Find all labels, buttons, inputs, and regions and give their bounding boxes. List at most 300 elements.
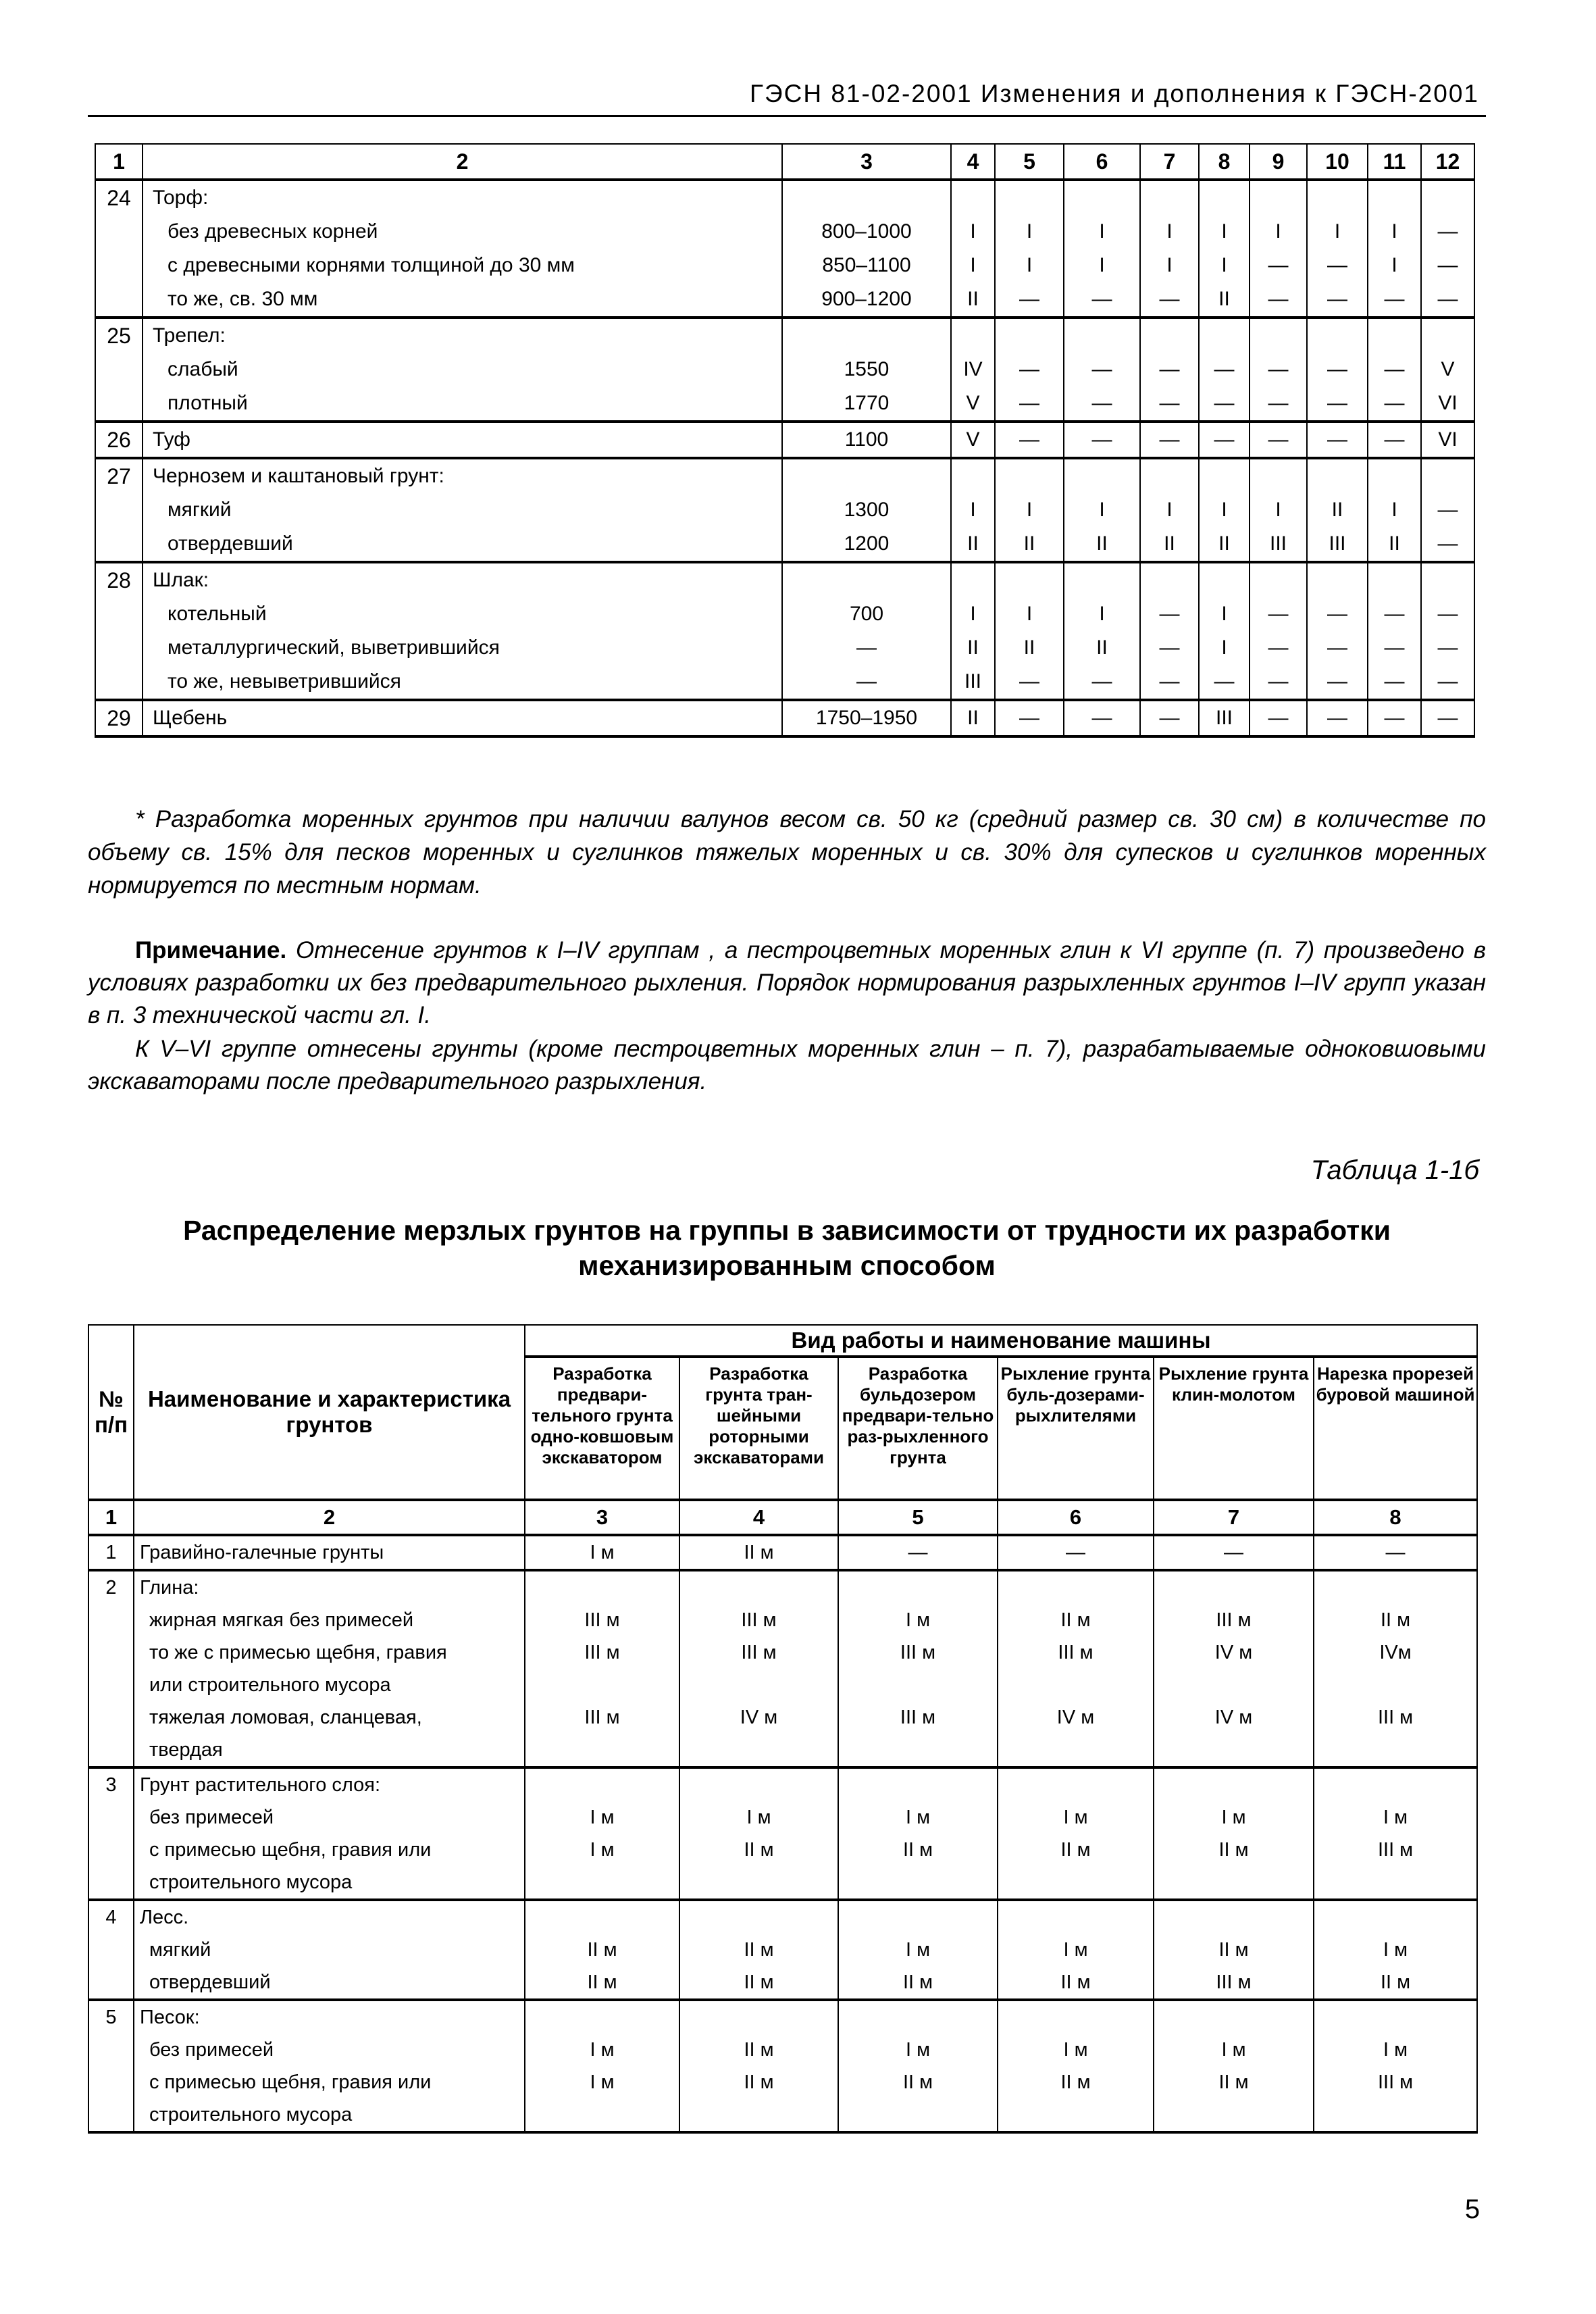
- density-value: 1300: [844, 499, 890, 521]
- group-cell: [1250, 422, 1307, 458]
- density-value: 850–1100: [822, 254, 911, 276]
- group-cell: [525, 1767, 679, 1900]
- group-value: II м: [744, 1542, 774, 1563]
- group-cell: [679, 1900, 838, 2000]
- group-value: —: [1268, 603, 1289, 625]
- group-value: —: [1437, 670, 1458, 693]
- spacer: [680, 2001, 838, 2034]
- density-cell: [782, 458, 951, 562]
- column-number-row: [88, 1500, 1477, 1535]
- row-number: 2: [88, 1570, 134, 1767]
- spacer: [1154, 1866, 1313, 1898]
- spacer: [680, 1866, 838, 1898]
- group-cell: [951, 318, 995, 422]
- group-cell: [1314, 1900, 1477, 2000]
- row-number: 26: [95, 422, 143, 458]
- group-cell: [1064, 180, 1140, 318]
- density-cell: [782, 700, 951, 736]
- group-cell: [1140, 700, 1199, 736]
- group-cell: [1064, 422, 1140, 458]
- soil-name-cell: [134, 1767, 525, 1900]
- group-value: —: [1268, 358, 1289, 380]
- group-value: I: [1026, 254, 1033, 276]
- spacer: [998, 1901, 1153, 1934]
- group-cell: [1250, 180, 1307, 318]
- spacer: [1314, 1769, 1476, 1801]
- group-value: I м: [590, 2071, 615, 2093]
- group-value: I м: [590, 1807, 615, 1828]
- group-cell: [1199, 318, 1250, 422]
- group-value: II м: [744, 2039, 774, 2061]
- group-value: III м: [584, 1609, 620, 1631]
- group-cell: [1314, 1570, 1477, 1767]
- group-value: II м: [744, 1971, 774, 1993]
- soil-subtype: без примесей: [149, 2039, 274, 2061]
- group-value: I м: [590, 1542, 615, 1563]
- group-value: —: [1327, 288, 1347, 310]
- spacer: [1250, 459, 1306, 493]
- spacer: [680, 1669, 838, 1701]
- spacer: [952, 563, 994, 597]
- soil-title: Песок:: [140, 2007, 200, 2028]
- group-cell: [1199, 562, 1250, 700]
- group-cell: [951, 562, 995, 700]
- group-value: —: [1437, 707, 1458, 729]
- group-cell: [951, 700, 995, 736]
- spacer: [998, 1866, 1153, 1898]
- group-cell: [679, 1570, 838, 1767]
- spacer: [1422, 319, 1474, 353]
- group-value: —: [1224, 1542, 1243, 1563]
- group-cell: [998, 1767, 1154, 1900]
- group-value: —: [1437, 603, 1458, 625]
- group-value: III м: [584, 1707, 620, 1728]
- group-value: —: [1019, 670, 1039, 693]
- group-value: II м: [1060, 1839, 1091, 1861]
- soil-subtype: без примесей: [149, 1807, 274, 1828]
- spacer: [1200, 563, 1249, 597]
- group-value: —: [1091, 392, 1112, 414]
- group-value: I м: [1063, 2039, 1088, 2061]
- group-cell: [1421, 562, 1474, 700]
- col-header: 3: [782, 144, 951, 180]
- group-value: II: [1218, 532, 1230, 555]
- spacer: [783, 319, 950, 353]
- group-cell: [838, 1767, 998, 1900]
- row-number: 28: [95, 562, 143, 700]
- spacer: [952, 181, 994, 215]
- group-value: III м: [1216, 1971, 1252, 1993]
- group-cell: [1421, 700, 1474, 736]
- group-cell: [951, 180, 995, 318]
- group-cell: [1314, 1535, 1477, 1570]
- spacer: [525, 1769, 679, 1801]
- group-value: —: [1327, 707, 1347, 729]
- spacer: [839, 2098, 997, 2131]
- spacer: [1200, 319, 1249, 353]
- group-cell: [1064, 318, 1140, 422]
- group-value: II м: [587, 1971, 617, 1993]
- group-cell: [1250, 562, 1307, 700]
- note-label: Примечание.: [135, 937, 287, 963]
- group-value: —: [1214, 392, 1235, 414]
- group-cell: [1421, 180, 1474, 318]
- group-value: I м: [905, 1609, 931, 1631]
- group-value: —: [1019, 428, 1039, 451]
- group-cell: [1140, 318, 1199, 422]
- density-cell: [782, 180, 951, 318]
- spacer: [1314, 1669, 1476, 1701]
- group-value: I: [970, 603, 976, 625]
- num-header: № п/п: [88, 1325, 134, 1500]
- work-type-group-header: Вид работы и наименование машины: [525, 1325, 1477, 1357]
- group-value: II м: [902, 1971, 933, 1993]
- group-value: II: [1331, 499, 1343, 521]
- group-value: —: [1268, 428, 1289, 451]
- group-cell: [1368, 318, 1421, 422]
- group-value: —: [1268, 392, 1289, 414]
- group-value: III м: [1377, 1707, 1414, 1728]
- density-cell: [782, 318, 951, 422]
- group-value: I м: [1063, 1939, 1088, 1961]
- frozen-soil-groups-table: [88, 1324, 1478, 2134]
- soil-title: Туф: [153, 428, 190, 451]
- soil-subtype: тяжелая ломовая, сланцевая,: [149, 1707, 422, 1728]
- group-value: II м: [1380, 1971, 1411, 1993]
- table-row-group: [88, 1767, 1477, 1900]
- group-value: —: [1091, 358, 1112, 380]
- group-value: II м: [744, 1939, 774, 1961]
- spacer: [1422, 459, 1474, 493]
- footnote: * Разработка моренных грунтов при наличии валунов весом св. 50 кг (средний размер св. 30 см) в количестве по объему св. 15% для песков моренных и суглинков тяжелых моренных и св. 30% для супесков и суглинков моренных нормируется по местным нормам.: [88, 806, 1486, 899]
- table-row-group: [88, 1535, 1477, 1570]
- col-header: 2: [143, 144, 782, 180]
- spacer: [783, 563, 950, 597]
- group-cell: [525, 2000, 679, 2132]
- col-number: 5: [838, 1500, 998, 1535]
- group-value: I: [1026, 220, 1033, 243]
- spacer: [952, 319, 994, 353]
- col-header: 7: [1140, 144, 1199, 180]
- spacer: [1368, 319, 1420, 353]
- group-value: —: [1327, 636, 1347, 659]
- group-value: —: [1091, 288, 1112, 310]
- soil-title: Шлак:: [153, 569, 209, 591]
- group-value: II: [967, 707, 979, 729]
- soil-subtype: с примесью щебня, гравия или: [149, 2071, 432, 2093]
- group-value: —: [1384, 707, 1405, 729]
- group-value: III м: [741, 1609, 777, 1631]
- group-value: V: [1441, 358, 1455, 380]
- spacer: [1314, 1901, 1476, 1934]
- group-value: VI: [1438, 392, 1458, 414]
- table-title: Распределение мерзлых грунтов на группы в зависимости от трудности их разработки механизированным способом: [183, 1215, 1391, 1281]
- group-value: I: [1099, 499, 1105, 521]
- soil-subtype: жирная мягкая без примесей: [149, 1609, 414, 1631]
- group-value: I: [970, 254, 976, 276]
- spacer: [952, 459, 994, 493]
- group-value: —: [908, 1542, 928, 1563]
- soil-subtype-cont: строительного мусора: [149, 1871, 353, 1893]
- row-number: 5: [88, 2000, 134, 2132]
- group-cell: [1154, 1570, 1314, 1767]
- group-value: —: [1385, 1542, 1406, 1563]
- column-number-row: [95, 144, 1474, 180]
- group-value: I: [1391, 254, 1397, 276]
- group-cell: [1154, 2000, 1314, 2132]
- col-header: 6: [1064, 144, 1140, 180]
- soil-subtype: то же, невыветрившийся: [168, 670, 401, 693]
- spacer: [1314, 2001, 1476, 2034]
- group-value: II м: [1218, 1839, 1249, 1861]
- group-value: —: [1066, 1542, 1085, 1563]
- group-cell: [1140, 562, 1199, 700]
- spacer: [1141, 319, 1198, 353]
- group-cell: [1307, 562, 1368, 700]
- note-paragraph-2: К V–VI группе отнесены грунты (кроме пестроцветных моренных глин – п. 7), разрабатываемые одноковшовыми экскаваторами после предварительного разрыхления.: [88, 1036, 1486, 1095]
- group-value: —: [1384, 603, 1405, 625]
- group-value: II м: [1380, 1609, 1411, 1631]
- group-value: I: [1391, 499, 1397, 521]
- machine-header: Разработка грунта тран-шейными роторными экскаваторами: [679, 1357, 838, 1500]
- spacer: [680, 1734, 838, 1766]
- col-header: 8: [1199, 144, 1250, 180]
- spacer: [1141, 459, 1198, 493]
- group-value: I м: [746, 1807, 771, 1828]
- soil-subtype-cont: или строительного мусора: [149, 1674, 391, 1696]
- group-value: II: [1218, 288, 1230, 310]
- group-value: I: [1221, 499, 1227, 521]
- group-value: —: [1159, 358, 1180, 380]
- spacer: [996, 181, 1063, 215]
- group-value: II м: [1060, 2071, 1091, 2093]
- group-cell: [1421, 422, 1474, 458]
- group-value: II: [967, 636, 979, 659]
- group-value: II: [1096, 636, 1108, 659]
- group-value: —: [1019, 358, 1039, 380]
- spacer: [1154, 2098, 1313, 2131]
- group-cell: [1199, 700, 1250, 736]
- density-value: 1100: [844, 428, 889, 451]
- spacer: [680, 1769, 838, 1801]
- spacer: [525, 1571, 679, 1604]
- density-value: 1550: [844, 358, 890, 380]
- group-value: IV м: [740, 1707, 778, 1728]
- group-cell: [525, 1535, 679, 1570]
- group-cell: [1307, 458, 1368, 562]
- group-value: I м: [1221, 2039, 1246, 2061]
- spacer: [998, 1669, 1153, 1701]
- group-value: III: [964, 670, 981, 693]
- soil-subtype: то же с примесью щебня, гравия: [149, 1642, 447, 1663]
- group-value: V: [966, 428, 980, 451]
- group-value: IV м: [1056, 1707, 1095, 1728]
- header-rule: [88, 115, 1486, 117]
- group-value: —: [1159, 636, 1180, 659]
- group-value: —: [1268, 254, 1289, 276]
- spacer: [1422, 563, 1474, 597]
- group-cell: [679, 2000, 838, 2132]
- group-value: I м: [905, 1807, 931, 1828]
- group-value: II: [1023, 532, 1035, 555]
- group-cell: [1307, 700, 1368, 736]
- group-value: II м: [744, 2071, 774, 2093]
- group-cell: [1199, 180, 1250, 318]
- spacer: [1314, 2098, 1476, 2131]
- group-cell: [838, 1570, 998, 1767]
- soil-title: Гравийно-галечные грунты: [140, 1542, 384, 1563]
- spacer: [1368, 181, 1420, 215]
- group-cell: [1064, 458, 1140, 562]
- spacer: [525, 2098, 679, 2131]
- table-number-label: Таблица 1-1б: [1310, 1155, 1479, 1185]
- spacer: [680, 1571, 838, 1604]
- group-value: IVм: [1379, 1642, 1412, 1663]
- group-cell: [1368, 180, 1421, 318]
- group-value: —: [1091, 670, 1112, 693]
- group-cell: [1368, 700, 1421, 736]
- group-value: I: [1221, 603, 1227, 625]
- group-value: I: [1099, 220, 1105, 243]
- spacer: [1308, 181, 1367, 215]
- spacer: [1064, 563, 1139, 597]
- spacer: [1368, 563, 1420, 597]
- row-number: 24: [95, 180, 143, 318]
- table-row-group: [95, 180, 1474, 318]
- group-cell: [1250, 700, 1307, 736]
- col-header: 12: [1421, 144, 1474, 180]
- density-value: —: [856, 670, 877, 693]
- group-value: II м: [587, 1939, 617, 1961]
- group-cell: [525, 1900, 679, 2000]
- density-value: 700: [849, 603, 884, 625]
- table-row-group: [95, 422, 1474, 458]
- row-number: 3: [88, 1767, 134, 1900]
- group-value: I м: [1063, 1807, 1088, 1828]
- soil-title: Чернозем и каштановый грунт:: [153, 465, 444, 487]
- soil-subtype: без древесных корней: [168, 220, 378, 243]
- spacer: [1314, 1571, 1476, 1604]
- group-cell: [1154, 1767, 1314, 1900]
- table-row-group: [88, 2000, 1477, 2132]
- group-cell: [679, 1535, 838, 1570]
- spacer: [525, 2001, 679, 2034]
- group-value: II: [967, 532, 979, 555]
- group-value: II м: [1218, 2071, 1249, 2093]
- group-cell: [1064, 700, 1140, 736]
- spacer: [998, 2001, 1153, 2034]
- group-cell: [1250, 458, 1307, 562]
- soil-subtype: слабый: [168, 358, 238, 380]
- group-value: III: [1215, 707, 1233, 729]
- group-value: —: [1268, 707, 1289, 729]
- col-number: 2: [134, 1500, 525, 1535]
- spacer: [783, 459, 950, 493]
- group-value: II м: [1218, 1939, 1249, 1961]
- group-value: VI: [1438, 428, 1458, 451]
- spacer: [998, 2098, 1153, 2131]
- spacer: [680, 1901, 838, 1934]
- group-value: I м: [590, 2039, 615, 2061]
- spacer: [525, 1901, 679, 1934]
- spacer: [996, 563, 1063, 597]
- group-value: I: [1099, 254, 1105, 276]
- group-value: I м: [1383, 1807, 1408, 1828]
- soil-subtype: мягкий: [168, 499, 232, 521]
- group-cell: [1199, 422, 1250, 458]
- col-number: 3: [525, 1500, 679, 1535]
- group-value: I: [1026, 603, 1033, 625]
- group-value: —: [1091, 707, 1112, 729]
- group-value: —: [1268, 670, 1289, 693]
- group-value: III м: [1377, 2071, 1414, 2093]
- group-cell: [1154, 1900, 1314, 2000]
- spacer: [1422, 181, 1474, 215]
- group-cell: [951, 458, 995, 562]
- group-value: II: [967, 288, 979, 310]
- soil-name-cell: [143, 422, 782, 458]
- group-value: —: [1159, 428, 1180, 451]
- group-value: —: [1159, 603, 1180, 625]
- spacer: [1154, 1901, 1313, 1934]
- group-value: —: [1327, 603, 1347, 625]
- spacer: [839, 1734, 997, 1766]
- group-cell: [1421, 318, 1474, 422]
- machine-header: Разработка предвари-тельного грунта одно-ковшовым экскаватором: [525, 1357, 679, 1500]
- density-value: 1770: [844, 392, 890, 414]
- group-cell: [1064, 562, 1140, 700]
- page-number: 5: [1464, 2194, 1481, 2224]
- spacer: [1154, 1769, 1313, 1801]
- group-value: —: [1327, 358, 1347, 380]
- group-value: —: [1384, 392, 1405, 414]
- soil-title: Щебень: [153, 707, 228, 729]
- group-cell: [1140, 180, 1199, 318]
- group-value: —: [1327, 670, 1347, 693]
- row-number: 4: [88, 1900, 134, 2000]
- group-value: III м: [584, 1642, 620, 1663]
- spacer: [783, 181, 950, 215]
- group-cell: [998, 2000, 1154, 2132]
- col-header: 5: [995, 144, 1064, 180]
- group-value: III м: [741, 1642, 777, 1663]
- soil-name-cell: [143, 318, 782, 422]
- soil-name-cell: [134, 1570, 525, 1767]
- soil-name-cell: [134, 1900, 525, 2000]
- group-value: I м: [905, 1939, 931, 1961]
- spacer: [1308, 459, 1367, 493]
- soil-name-cell: [143, 458, 782, 562]
- group-value: —: [1384, 288, 1405, 310]
- group-value: II м: [902, 2071, 933, 2093]
- soil-name-cell: [143, 180, 782, 318]
- group-value: I: [1221, 636, 1227, 659]
- group-value: —: [1437, 288, 1458, 310]
- group-cell: [951, 422, 995, 458]
- soil-subtype: отвердевший: [149, 1971, 271, 1993]
- soil-subtype: металлургический, выветрившийся: [168, 636, 500, 659]
- group-cell: [525, 1570, 679, 1767]
- group-value: I м: [1383, 1939, 1408, 1961]
- soil-title: Лесс.: [140, 1907, 189, 1928]
- table-row-group: [95, 458, 1474, 562]
- soil-name-cell: [143, 562, 782, 700]
- group-cell: [1368, 562, 1421, 700]
- spacer: [1064, 181, 1139, 215]
- group-value: II: [1389, 532, 1400, 555]
- group-cell: [995, 318, 1064, 422]
- spacer: [1308, 319, 1367, 353]
